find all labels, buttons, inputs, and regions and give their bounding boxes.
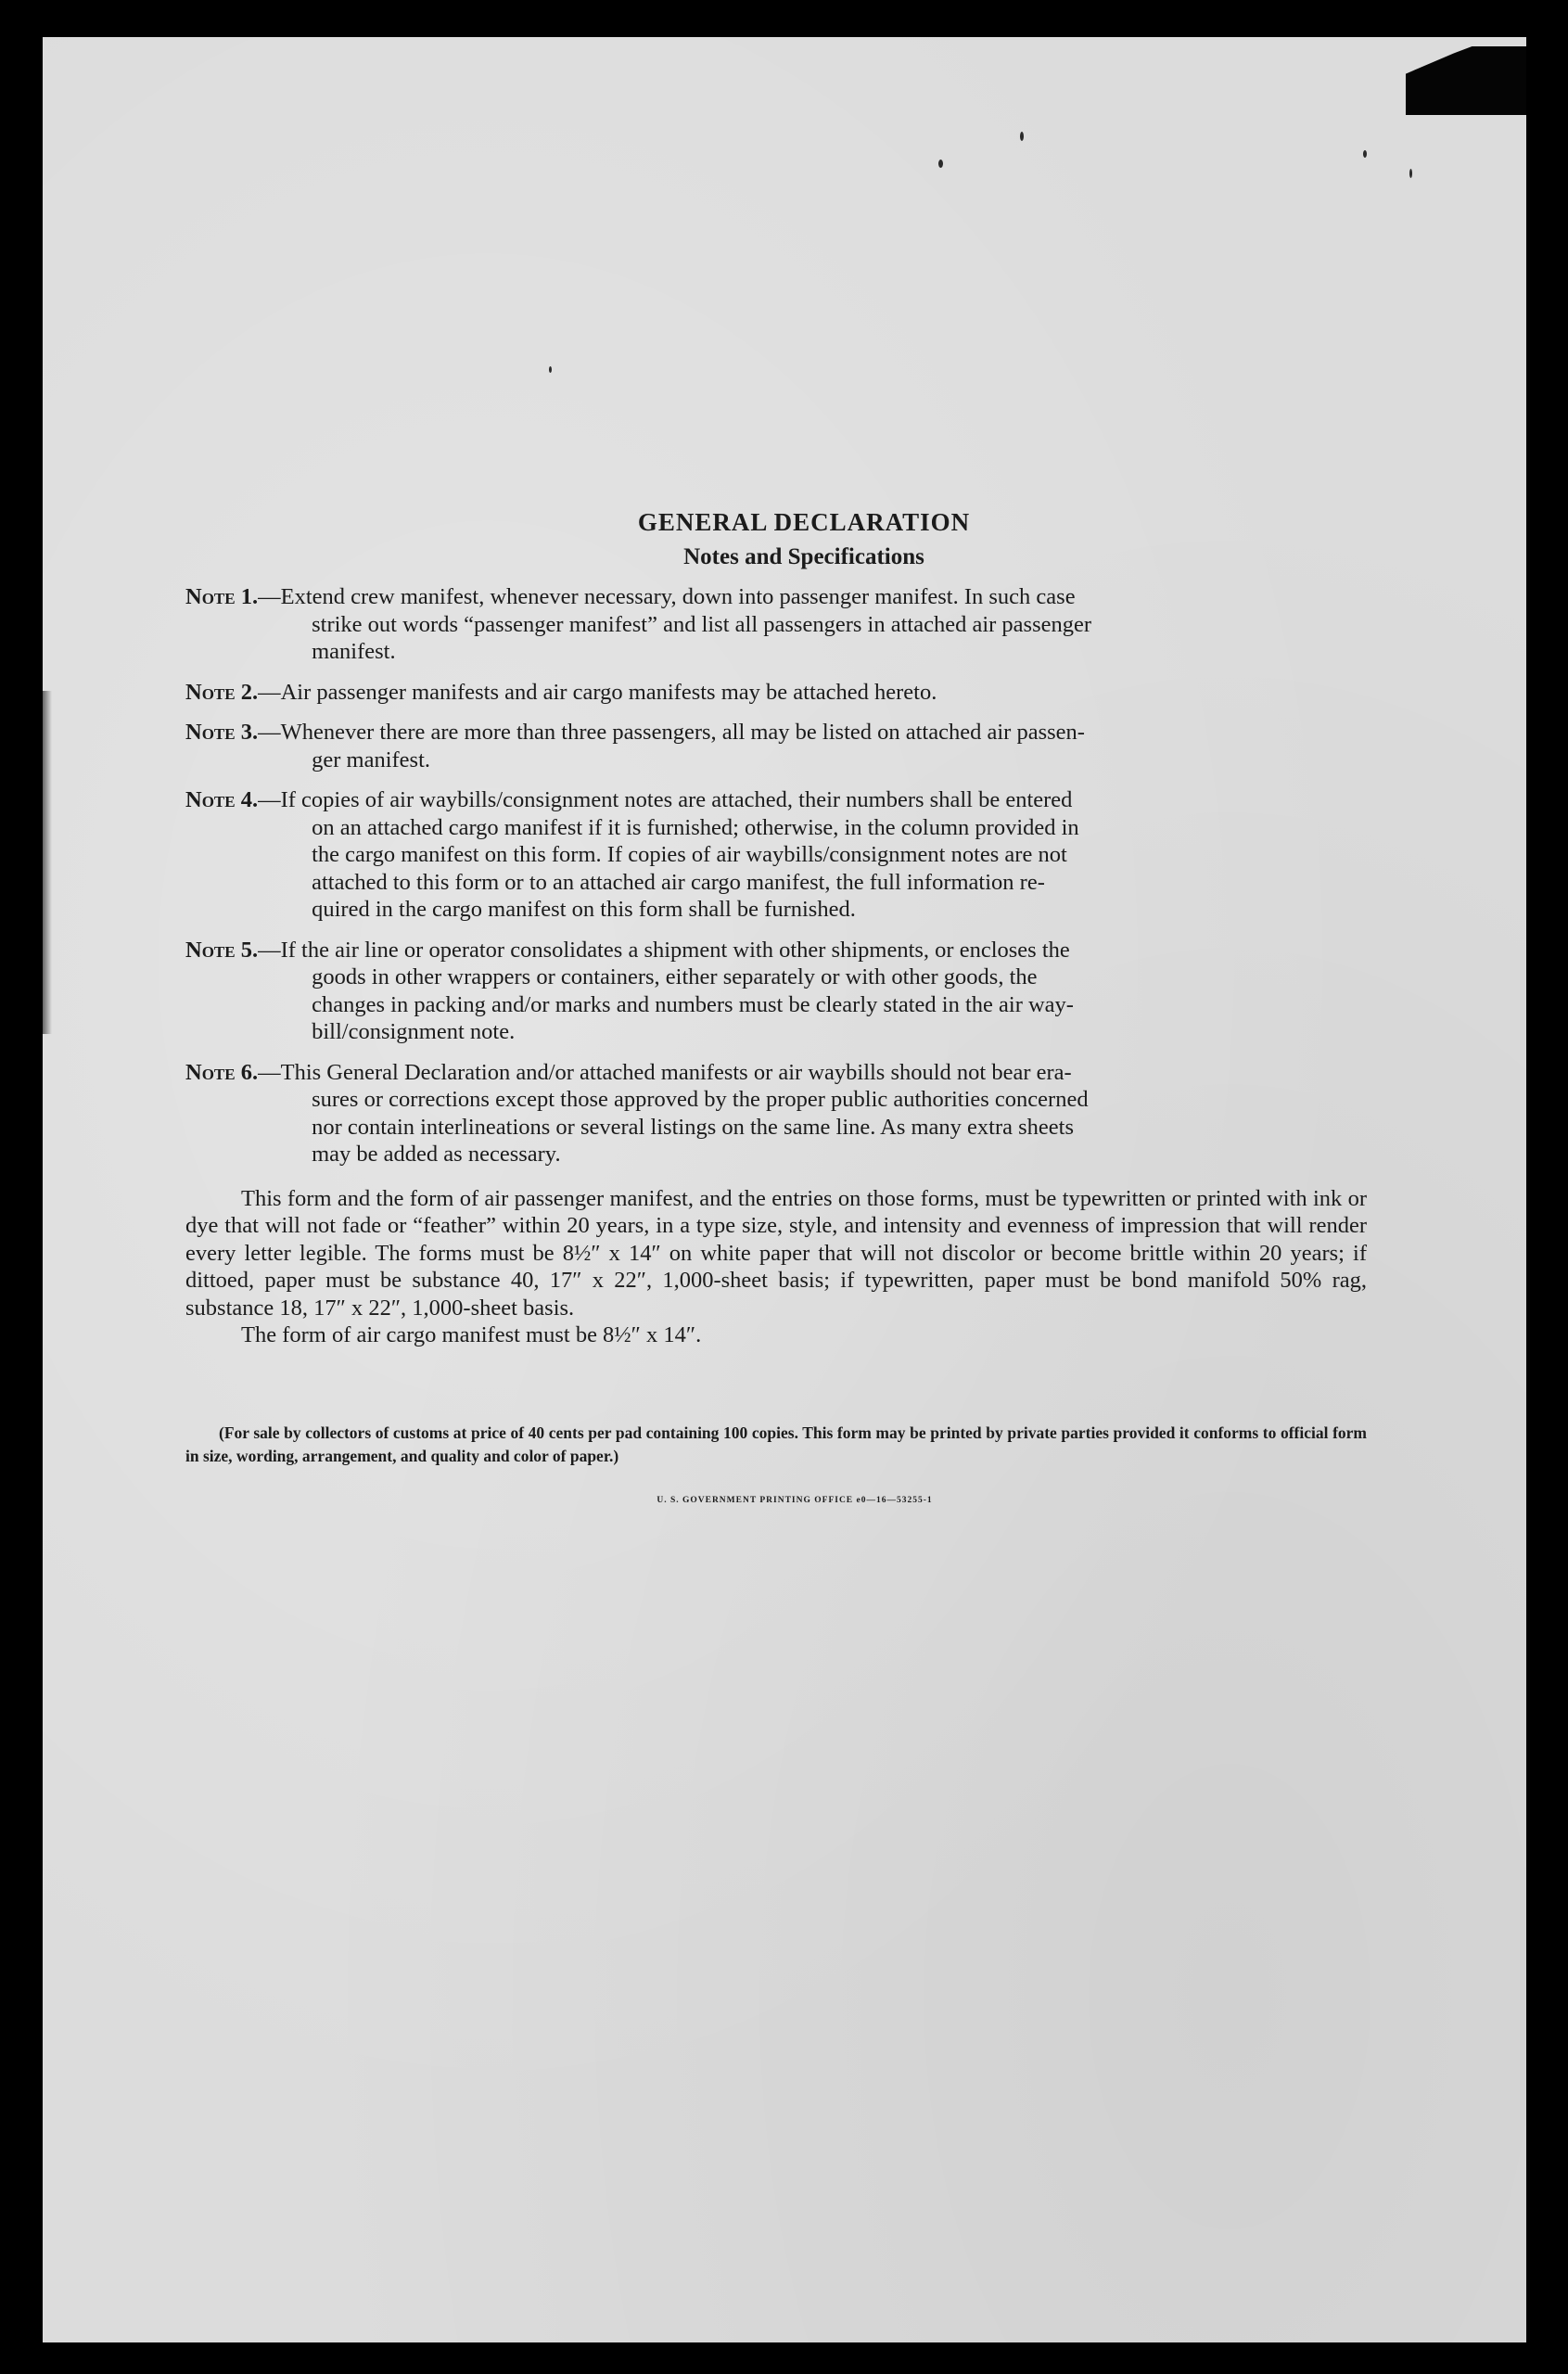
note-label: Note 5. bbox=[185, 937, 259, 963]
printer-line: U. S. GOVERNMENT PRINTING OFFICE e0—16—53255-1 bbox=[657, 1495, 933, 1505]
note-line: attached to this form or to an attached air cargo manifest, the full information re- bbox=[312, 869, 1045, 895]
dust-speck bbox=[1363, 150, 1367, 158]
note-4 bbox=[185, 786, 1367, 924]
dust-speck bbox=[1020, 132, 1024, 141]
note-line: strike out words “passenger manifest” and list all passengers in attached air passenger bbox=[312, 611, 1092, 637]
notes-list bbox=[185, 583, 1367, 1168]
note-line: the cargo manifest on this form. If copies of air waybills/consignment notes are not bbox=[312, 842, 1067, 867]
note-label: Note 1. bbox=[185, 584, 259, 609]
note-line: —Extend crew manifest, whenever necessary, down into passenger manifest. In such case bbox=[258, 584, 1076, 609]
requirements-paragraph: This form and the form of air passenger manifest, and the entries on those forms, must be typewritten or printed with ink or dye that will not fade or “feather” within 20 years, in a type size, style, and intensity and evenness of impression that will render every letter legible. The forms must be 8½″ x 14″ on white paper that will not discolor or become brittle within 20 years; if dittoed, paper must be substance 40, 17″ x 22″, 1,000-sheet basis; if typewritten, paper must be bond manifold 50% rag, substance 18, 17″ x 22″, 1,000-sheet basis. bbox=[185, 1185, 1367, 1321]
note-line: quired in the cargo manifest on this form shall be furnished. bbox=[312, 897, 856, 922]
note-line: —If copies of air waybills/consignment notes are attached, their numbers shall be entered bbox=[258, 787, 1073, 812]
note-line: on an attached cargo manifest if it is furnished; otherwise, in the column provided in bbox=[312, 814, 1079, 840]
note-line: —If the air line or operator consolidates a shipment with other shipments, or encloses the bbox=[258, 937, 1070, 963]
note-label: Note 6. bbox=[185, 1059, 259, 1085]
note-line: —Whenever there are more than three passengers, all may be listed on attached air passen- bbox=[258, 720, 1085, 745]
note-line: nor contain interlineations or several listings on the same line. As many extra sheets bbox=[312, 1114, 1075, 1140]
note-2 bbox=[185, 679, 1367, 707]
note-line: may be added as necessary. bbox=[312, 1142, 561, 1167]
note-6 bbox=[185, 1059, 1367, 1168]
dust-speck bbox=[549, 366, 552, 373]
note-line: sures or corrections except those approved by the proper public authorities concerned bbox=[312, 1087, 1089, 1112]
note-5 bbox=[185, 937, 1367, 1046]
page-subtitle: Notes and Specifications bbox=[683, 544, 924, 569]
note-line: changes in packing and/or marks and numbers must be clearly stated in the air way- bbox=[312, 991, 1074, 1017]
note-label: Note 3. bbox=[185, 720, 259, 745]
note-label: Note 4. bbox=[185, 787, 259, 812]
sale-note: (For sale by collectors of customs at price of 40 cents per pad containing 100 copies. This form may be printed by private parties provided it conforms to official form in size, wording, arrangement, and quality and color of paper.) bbox=[185, 1423, 1367, 1465]
note-line: manifest. bbox=[312, 639, 396, 664]
document-content bbox=[185, 508, 1367, 1505]
note-line: bill/consignment note. bbox=[312, 1019, 516, 1044]
dust-speck bbox=[1409, 169, 1412, 178]
note-line: ger manifest. bbox=[312, 747, 431, 772]
note-label: Note 2. bbox=[185, 679, 259, 705]
dust-speck bbox=[938, 160, 943, 168]
note-1 bbox=[185, 583, 1367, 666]
note-line: —This General Declaration and/or attached manifests or air waybills should not bear era- bbox=[258, 1059, 1072, 1085]
note-line: —Air passenger manifests and air cargo manifests may be attached hereto. bbox=[258, 679, 937, 705]
note-3 bbox=[185, 719, 1367, 773]
cargo-manifest-size-line: The form of air cargo manifest must be 8½″ x 14″. bbox=[241, 1322, 702, 1347]
page-edge-shadow bbox=[43, 691, 52, 1034]
page-title: GENERAL DECLARATION bbox=[637, 508, 971, 536]
note-line: goods in other wrappers or containers, either separately or with other goods, the bbox=[312, 964, 1038, 989]
